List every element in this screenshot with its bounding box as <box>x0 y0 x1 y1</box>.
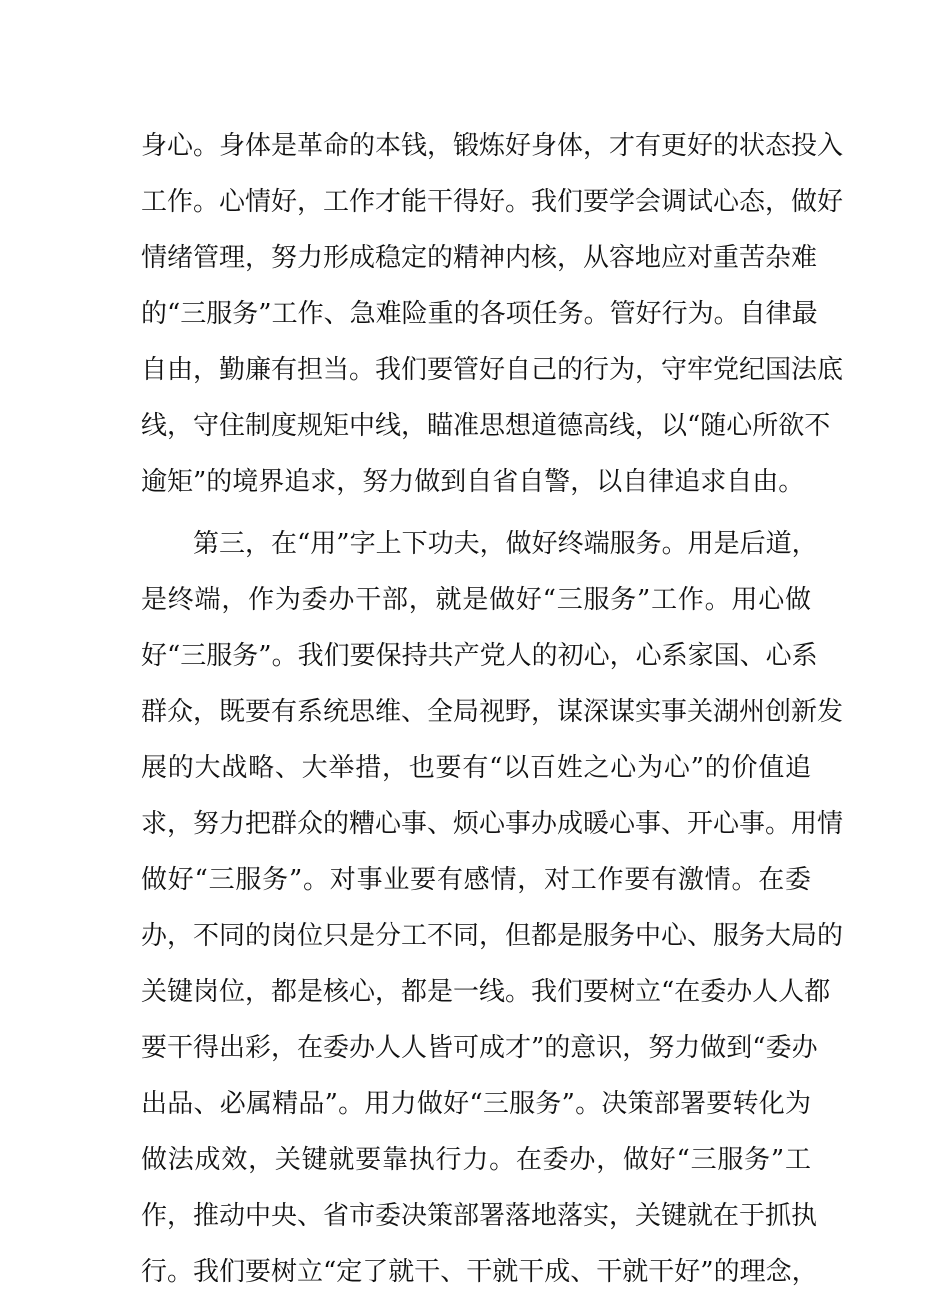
text-line: 办，不同的岗位只是分工不同，但都是服务中心、服务大局的 <box>141 921 844 951</box>
text-line: 作，推动中央、省市委决策部署落地落实，关键就在于抓执 <box>141 1201 818 1231</box>
text-line: 线，守住制度规矩中线，瞄准思想道德高线，以“随心所欲不 <box>141 411 831 441</box>
text-line: 第三，在“用”字上下功夫，做好终端服务。用是后道， <box>193 529 818 559</box>
text-line: 展的大战略、大举措，也要有“以百姓之心为心”的价值追 <box>141 753 811 783</box>
text-line: 行。我们要树立“定了就干、干就干成、干就干好”的理念， <box>141 1257 818 1287</box>
text-line: 求，努力把群众的糟心事、烦心事办成暖心事、开心事。用情 <box>141 809 844 839</box>
text-line: 身心。身体是革命的本钱，锻炼好身体，才有更好的状态投入 <box>141 131 844 161</box>
text-line: 好“三服务”。我们要保持共产党人的初心，心系家国、心系 <box>141 641 818 671</box>
text-line: 要干得出彩，在委办人人皆可成才”的意识，努力做到“委办 <box>141 1033 818 1063</box>
text-line: 关键岗位，都是核心，都是一线。我们要树立“在委办人人都 <box>141 977 831 1007</box>
text-line: 做好“三服务”。对事业要有感情，对工作要有激情。在委 <box>141 865 811 895</box>
body-text <box>141 118 844 1300</box>
text-line: 是终端，作为委办干部，就是做好“三服务”工作。用心做 <box>141 585 811 615</box>
text-line: 做法成效，关键就要靠执行力。在委办，做好“三服务”工 <box>141 1145 811 1175</box>
paragraph-1 <box>141 118 844 510</box>
text-line: 逾矩”的境界追求，努力做到自省自警，以自律追求自由。 <box>141 467 805 497</box>
text-line: 自由，勤廉有担当。我们要管好自己的行为，守牢党纪国法底 <box>141 355 844 385</box>
text-line: 情绪管理，努力形成稳定的精神内核，从容地应对重苦杂难 <box>141 243 818 273</box>
text-line: 群众，既要有系统思维、全局视野，谋深谋实事关湖州创新发 <box>141 697 844 727</box>
text-line: 出品、必属精品”。用力做好“三服务”。决策部署要转化为 <box>141 1089 811 1119</box>
paragraph-2 <box>141 516 844 1300</box>
text-line: 工作。心情好，工作才能干得好。我们要学会调试心态，做好 <box>141 187 844 217</box>
text-line: 的“三服务”工作、急难险重的各项任务。管好行为。自律最 <box>141 299 818 329</box>
